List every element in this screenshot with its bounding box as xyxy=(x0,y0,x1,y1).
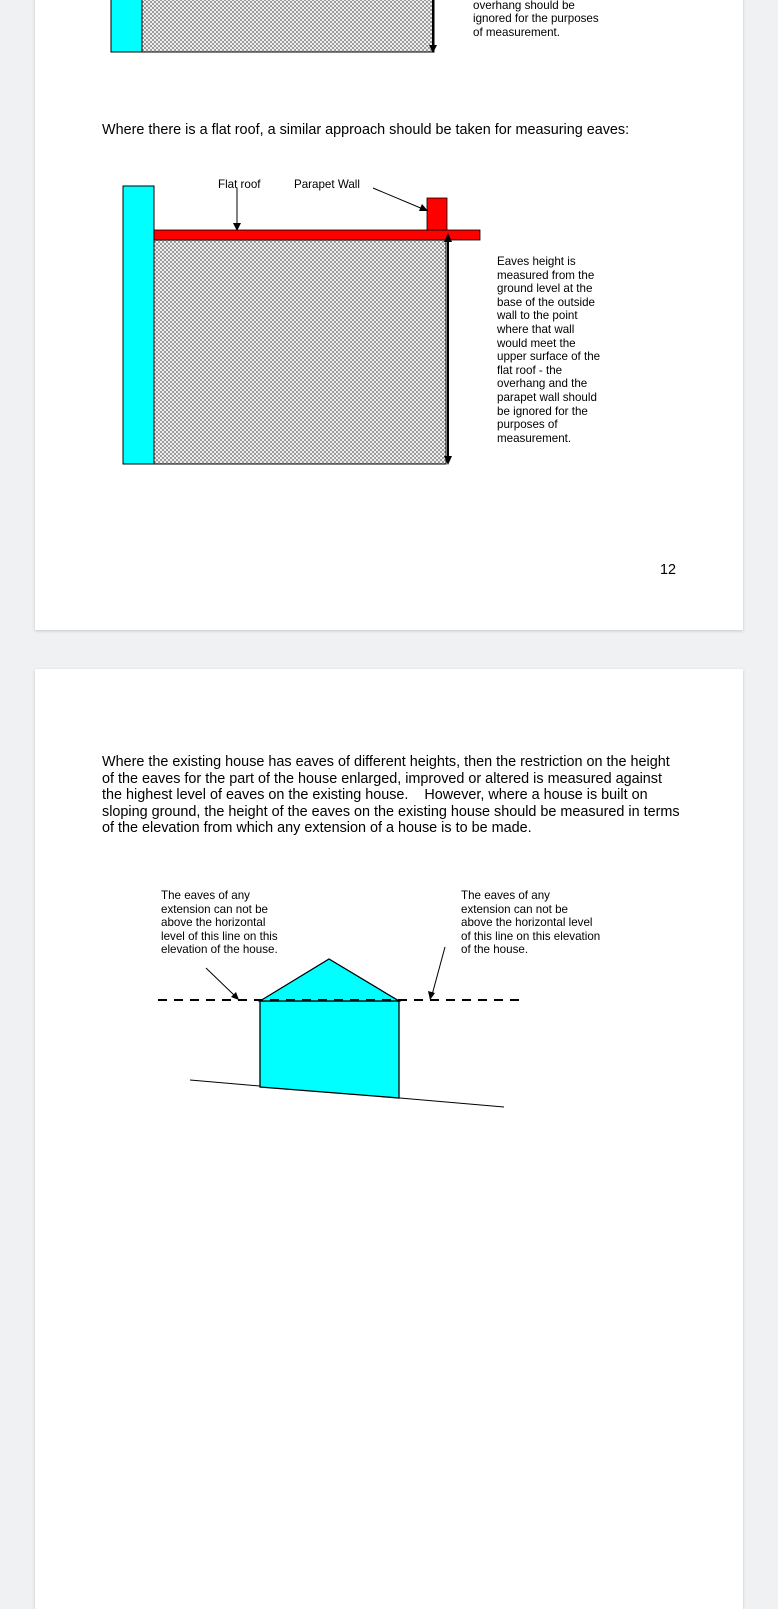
label-flat-roof: Flat roof xyxy=(218,178,261,191)
sloping-ground-diagram xyxy=(35,669,743,1609)
caption-line: ground level at the xyxy=(497,282,593,296)
left-caption-pointer xyxy=(206,968,235,996)
caption-line: of measurement. xyxy=(473,25,560,39)
caption-line: Eaves height is xyxy=(497,255,576,268)
caption-line: upper surface of the xyxy=(497,350,601,364)
parapet-wall xyxy=(427,198,447,230)
house-body xyxy=(260,1001,399,1098)
flat-roof-diagram xyxy=(35,0,743,630)
house-roof xyxy=(260,959,399,1001)
caption-line: be ignored for the xyxy=(497,404,588,418)
caption-line: The eaves of any xyxy=(161,889,250,902)
caption-line: level of this line on this xyxy=(161,929,278,943)
caption-line: wall to the point xyxy=(497,309,578,323)
caption-line: of the house. xyxy=(461,943,529,957)
paragraph-line: the highest level of eaves on the existing house. However, where a house is built on xyxy=(102,787,648,803)
arrow-head xyxy=(428,991,435,1000)
right-caption-pointer xyxy=(432,947,445,995)
caption-line: would meet the xyxy=(497,336,576,350)
flat-roof-intro: Where there is a flat roof, a similar approach should be taken for measuring eaves: xyxy=(102,122,630,138)
caption-line: above the horizontal level xyxy=(461,916,593,930)
label-parapet-wall: Parapet Wall xyxy=(294,178,360,191)
eaves-height-caption xyxy=(497,255,627,445)
caption-line: flat roof - the xyxy=(497,363,563,377)
document-page-12 xyxy=(35,0,743,630)
document-page-13 xyxy=(35,669,743,1609)
caption-line: measurement. xyxy=(497,431,572,445)
caption-line: extension can not be xyxy=(461,902,568,916)
caption-line: overhang should be xyxy=(473,0,575,12)
caption-line: The eaves of any xyxy=(461,889,550,902)
paragraph-line: sloping ground, the height of the eaves on the existing house should be measured in terms xyxy=(102,803,680,820)
caption-line: ignored for the purposes xyxy=(473,12,599,26)
caption-line: measured from the xyxy=(497,268,595,282)
paragraph-line: of the elevation from which any extension of a house is to be made. xyxy=(102,820,532,836)
page-number: 12 xyxy=(660,562,677,578)
caption-line: of this line on this elevation xyxy=(461,929,601,943)
hatched-house-body xyxy=(154,240,446,464)
outside-wall xyxy=(123,186,154,464)
caption-line: above the horizontal xyxy=(161,916,266,930)
paragraph-line: Where the existing house has eaves of different heights, then the restriction on the height xyxy=(102,754,670,770)
caption-line: base of the outside xyxy=(497,295,595,309)
caption-line: purposes of xyxy=(497,418,558,432)
caption-line: elevation of the house. xyxy=(161,943,278,957)
caption-line: where that wall xyxy=(497,322,575,336)
flat-roof xyxy=(154,230,480,240)
parapet-wall-pointer xyxy=(373,188,423,209)
caption-line: overhang and the xyxy=(497,377,588,391)
caption-line: extension can not be xyxy=(161,902,268,916)
caption-line: parapet wall should xyxy=(497,390,597,404)
paragraph-line: of the eaves for the part of the house enlarged, improved or altered is measured against xyxy=(102,770,662,787)
